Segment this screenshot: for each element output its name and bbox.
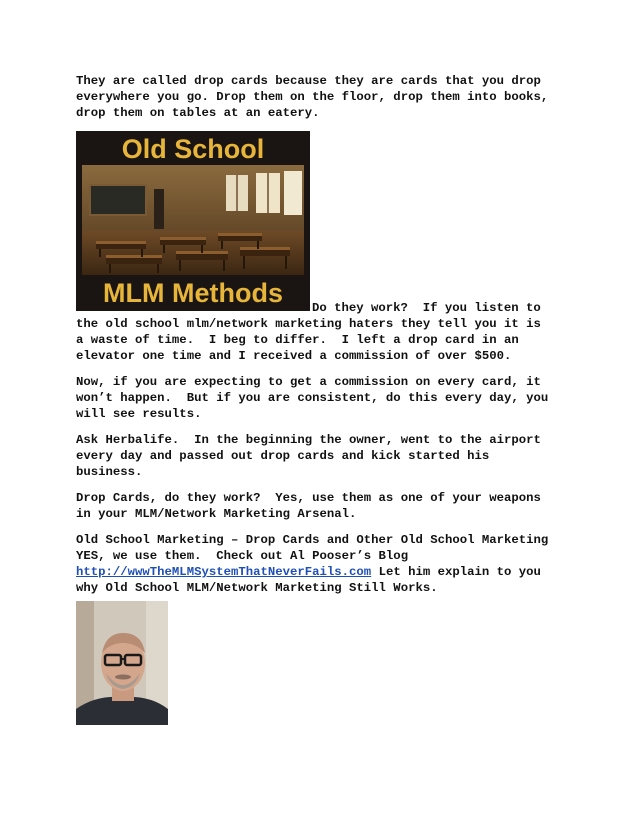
paragraph-5-line-2: in your MLM/Network Marketing Arsenal.	[76, 507, 357, 521]
banner-bottom-text: MLM Methods	[103, 278, 283, 308]
paragraph-2-line-3: a waste of time. I beg to differ. I left a drop card in an	[76, 333, 519, 347]
paragraph-3-line-3: will see results.	[76, 407, 202, 421]
paragraph-2-line-1: Do they work? If you listen to	[312, 301, 541, 315]
paragraph-6-line-1: Old School Marketing – Drop Cards and Other Old School Marketing	[76, 533, 549, 547]
paragraph-3-line-2: won’t happen. But if you are consistent, do this every day, you	[76, 391, 549, 405]
old-school-mlm-methods-image	[76, 131, 310, 311]
paragraph-6-line-2: YES, we use them. Check out Al Pooser’s Blog	[76, 549, 409, 563]
paragraph-4-line-2: every day and passed out drop cards and kick started his	[76, 449, 490, 463]
portrait-illustration	[76, 601, 168, 725]
paragraph-2-line-4: elevator one time and I received a commission of over $500.	[76, 349, 512, 363]
author-portrait-photo	[76, 601, 168, 725]
paragraph-6-line-4: why Old School MLM/Network Marketing Still Works.	[76, 581, 438, 595]
paragraph-1-line-3: drop them on tables at an eatery.	[76, 106, 320, 120]
paragraph-3-line-1: Now, if you are expecting to get a commission on every card, it	[76, 375, 541, 389]
blog-link[interactable]: http://wwwTheMLMSystemThatNeverFails.com	[76, 565, 372, 579]
paragraph-6-line-3	[76, 564, 541, 580]
paragraph-4-line-3: business.	[76, 465, 143, 479]
paragraph-5-line-1: Drop Cards, do they work? Yes, use them as one of your weapons	[76, 491, 541, 505]
paragraph-2-line-2: the old school mlm/network marketing haters they tell you it is	[76, 317, 541, 331]
paragraph-6-link-trailing-text: Let him explain to you	[371, 565, 541, 579]
paragraph-1-line-2: everywhere you go. Drop them on the floor, drop them into books,	[76, 90, 549, 104]
paragraph-4-line-1: Ask Herbalife. In the beginning the owner, went to the airport	[76, 433, 541, 447]
banner-top-text: Old School	[121, 134, 265, 164]
paragraph-1-line-1: They are called drop cards because they are cards that you drop	[76, 74, 541, 88]
